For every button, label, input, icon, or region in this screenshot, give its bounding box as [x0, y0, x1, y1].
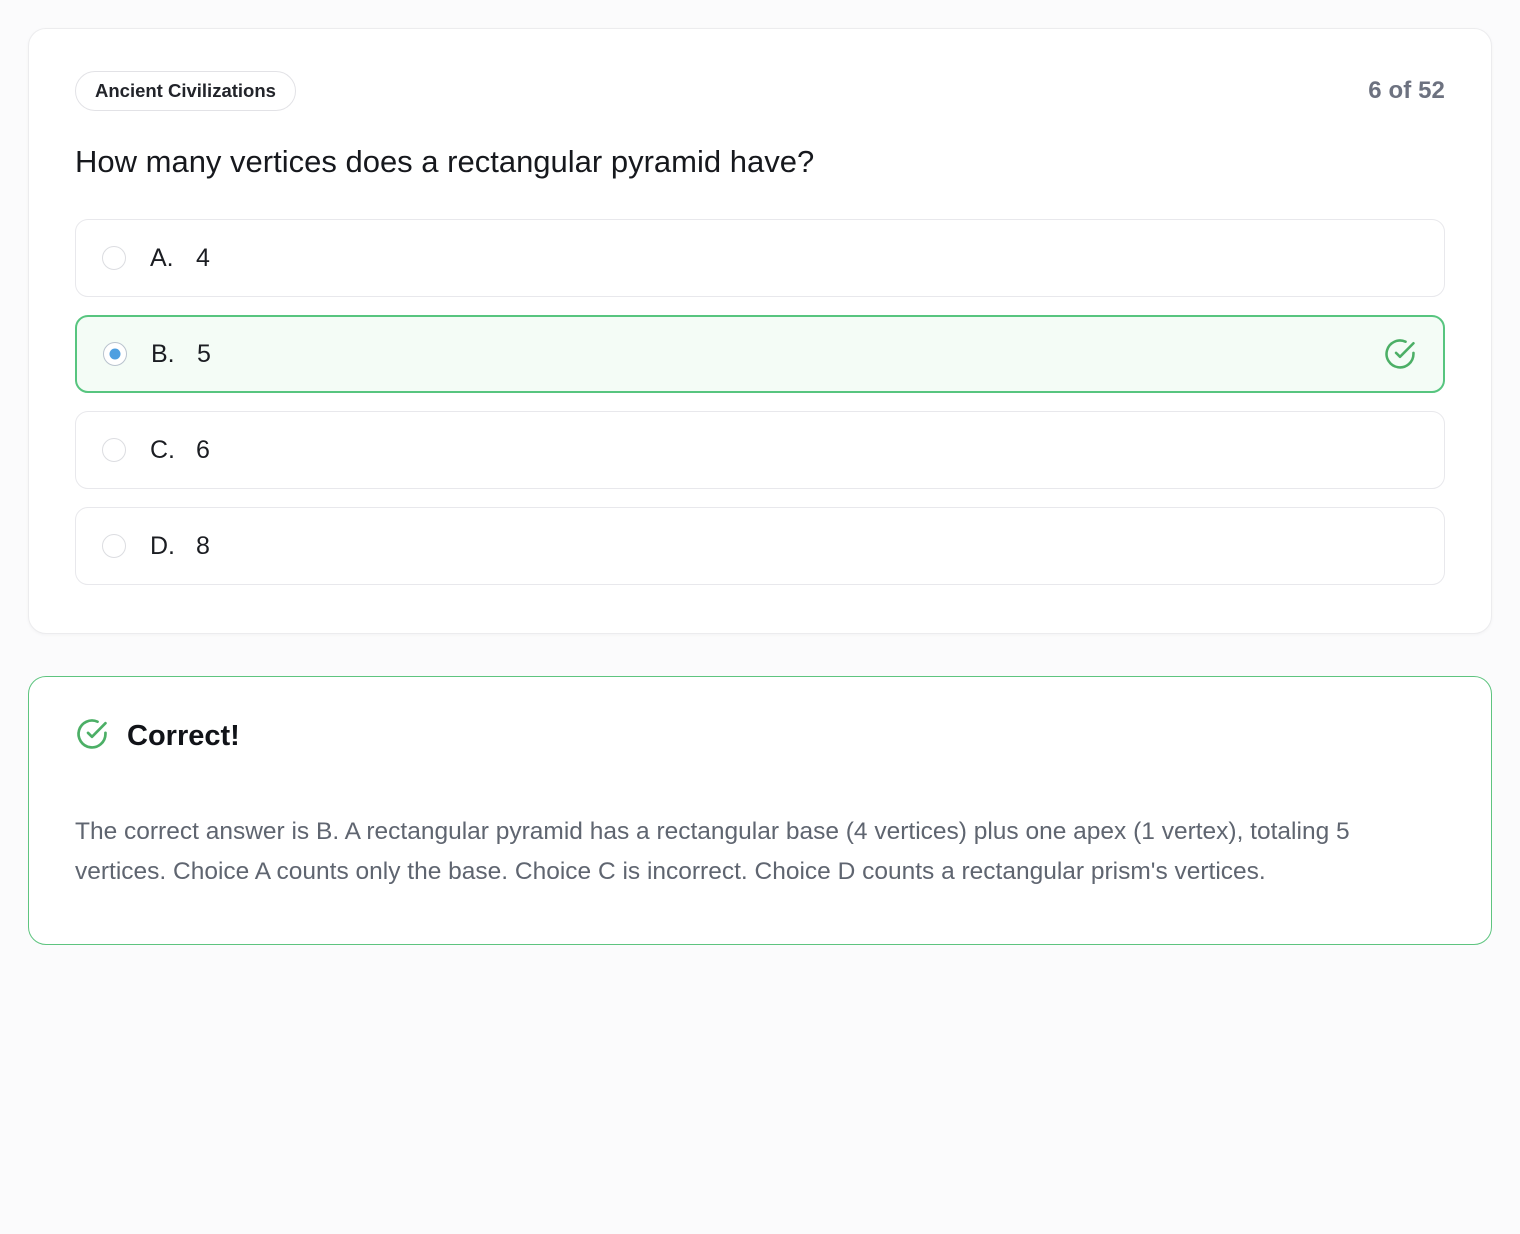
choice-text-a: 4: [196, 243, 210, 272]
question-text: How many vertices does a rectangular pyramid have?: [75, 144, 815, 180]
answer-choice-c[interactable]: [75, 411, 1445, 489]
choice-letter-a: A.: [150, 243, 174, 272]
topic-badge: Ancient Civilizations: [75, 71, 296, 111]
answer-choice-a[interactable]: [75, 219, 1445, 297]
choice-letter-b: B.: [151, 339, 175, 368]
choice-text-c: 6: [196, 435, 210, 464]
question-counter: 6 of 52: [1368, 77, 1445, 105]
radio-icon-c[interactable]: [102, 438, 126, 462]
choice-text-b: 5: [197, 339, 211, 368]
answer-choice-b[interactable]: [75, 315, 1445, 393]
question-card-header: [75, 71, 1445, 111]
answer-choices: [75, 219, 1445, 585]
feedback-card: [28, 676, 1492, 944]
check-circle-icon: [1383, 337, 1417, 371]
choice-letter-d: D.: [150, 531, 175, 560]
check-circle-icon-feedback: [75, 717, 109, 756]
choice-letter-c: C.: [150, 435, 175, 464]
radio-icon-b[interactable]: [103, 342, 127, 366]
feedback-explanation: The correct answer is B. A rectangular pyramid has a rectangular base (4 vertices) plus one apex (1 vertex), totaling 5 vertices. Choice A counts only the base. Choice C is incorrect. Choice D counts a rectangular prism's vertices.: [75, 818, 1350, 885]
feedback-title: Correct!: [127, 720, 240, 753]
choice-text-d: 8: [196, 531, 210, 560]
question-card: [28, 28, 1492, 634]
feedback-header: [75, 717, 1445, 756]
radio-icon-a[interactable]: [102, 246, 126, 270]
radio-icon-d[interactable]: [102, 534, 126, 558]
answer-choice-d[interactable]: [75, 507, 1445, 585]
